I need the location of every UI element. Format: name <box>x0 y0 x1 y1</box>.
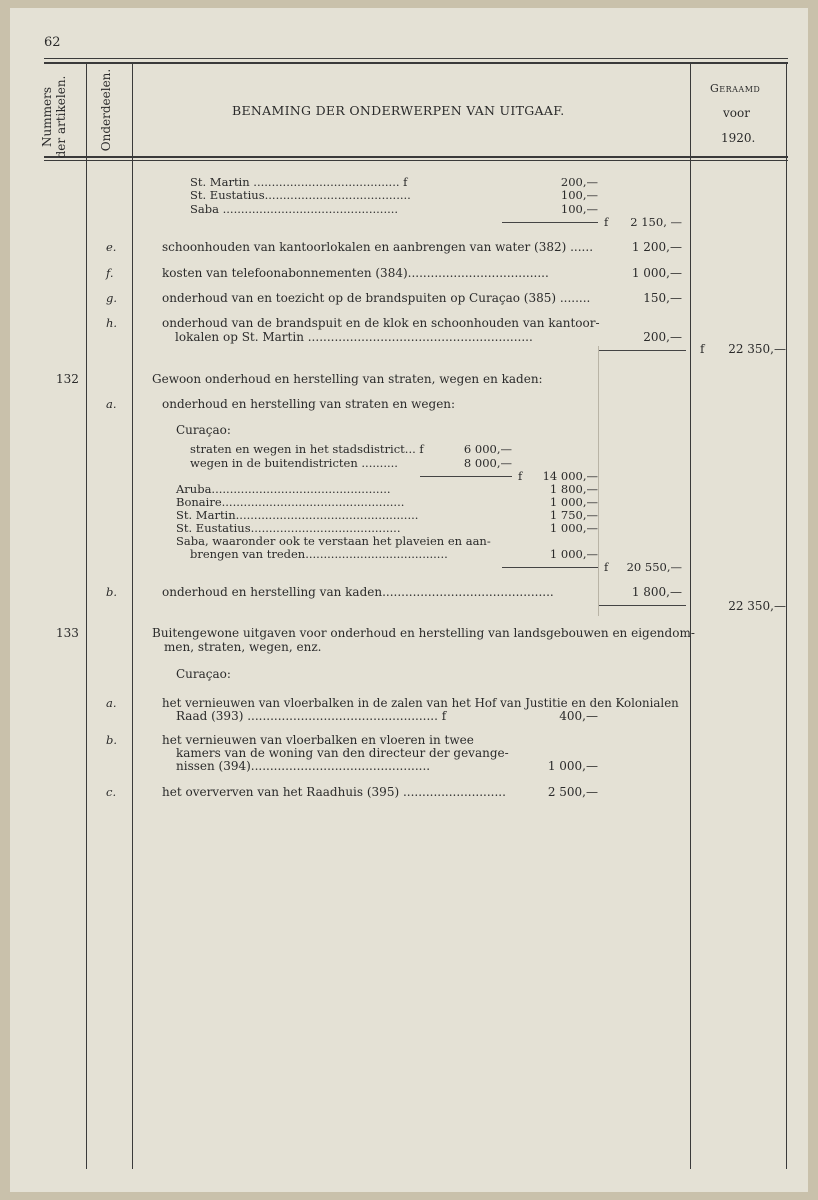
sum-line <box>598 605 686 606</box>
total-132: 22 350,— <box>728 599 786 613</box>
item-a132-text: onderhoud en herstelling van straten en wegen: <box>162 397 456 411</box>
header-year: 1920. <box>721 131 756 145</box>
ledger-page <box>10 8 808 1192</box>
header-rule-thin <box>44 160 788 161</box>
row-saba-amount: 100,— <box>560 202 598 216</box>
subtotal-a: 2 150, — <box>630 215 682 229</box>
item-e-text: schoonhouden van kantoorlokalen en aanbrengen van water (382) ...... <box>162 240 594 254</box>
currency-f: f <box>700 342 705 356</box>
item-c133-amount: 2 500,— <box>547 785 598 799</box>
currency-f: f <box>518 469 523 483</box>
currency-f: f <box>604 560 609 574</box>
header-rule <box>44 156 788 158</box>
item-letter-h: h. <box>106 316 118 330</box>
col-rule-4 <box>786 64 787 1169</box>
col-rule-2 <box>132 64 133 1169</box>
curacao-label: Curaçao: <box>176 667 231 681</box>
item-c133-text: het oververven van het Raadhuis (395) ........................... <box>162 785 506 799</box>
row-steustatius2-amount: 1 000,— <box>549 521 598 535</box>
row-buiten-amount: 8 000,— <box>463 456 512 470</box>
total-131: 22 350,— <box>728 342 786 356</box>
item-letter-b: b. <box>106 585 118 599</box>
col-rule-3 <box>690 64 691 1169</box>
row-saba2-text-2: brengen van treden....................................... <box>190 547 448 561</box>
item-a133-text-1: het vernieuwen van vloerbalken in de zalen van het Hof van Justitie en den Kolonialen <box>162 696 679 710</box>
item-h-text-1: onderhoud van de brandspuit en de klok en schoonhouden van kantoor- <box>162 316 600 330</box>
curacao-label: Curaçao: <box>176 423 231 437</box>
row-steustatius2-label: St. Eustatius......................................... <box>176 521 401 535</box>
top-rule-thick <box>44 62 788 64</box>
article-132-title: Gewoon onderhoud en herstelling van straten, wegen en kaden: <box>152 372 543 386</box>
row-stmartin-amount: 200,— <box>560 175 598 189</box>
item-letter-a: a. <box>106 397 117 411</box>
item-letter-c: c. <box>106 785 117 799</box>
header-onderdeelen: Onderdeelen. <box>99 68 113 152</box>
item-a133-amount: 400,— <box>559 709 598 723</box>
row-stmartin-label: St. Martin ........................................ f <box>190 175 408 189</box>
item-letter-g: g. <box>106 291 118 305</box>
item-letter-b: b. <box>106 733 118 747</box>
item-b133-text-2: kamers van de woning van den directeur der gevange- <box>176 746 509 760</box>
article-number-132: 132 <box>56 372 79 386</box>
header-geraamd: Geraamd <box>710 82 761 95</box>
header-title: BENAMING DER ONDERWERPEN VAN UITGAAF. <box>232 103 565 118</box>
item-h-amount: 200,— <box>643 330 682 344</box>
item-letter-e: e. <box>106 240 117 254</box>
article-133-title-2: men, straten, wegen, enz. <box>164 640 322 654</box>
row-stad-amount: 6 000,— <box>463 442 512 456</box>
article-number-133: 133 <box>56 626 79 640</box>
item-b132-amount: 1 800,— <box>631 585 682 599</box>
top-rule <box>44 58 788 59</box>
row-saba2-text-1: Saba, waaronder ook te verstaan het plaveien en aan- <box>176 534 491 548</box>
curacao-subtotal: 14 000,— <box>542 469 598 483</box>
row-stmartin2-amount: 1 750,— <box>549 508 598 522</box>
col-rule-1 <box>86 64 87 1169</box>
amount-guide-line <box>598 346 599 616</box>
row-steustatius-label: St. Eustatius........................................ <box>190 188 411 202</box>
item-b132-text: onderhoud en herstelling van kaden............................................. <box>162 585 554 599</box>
item-f-text: kosten van telefoonabonnementen (384)..................................... <box>162 266 549 280</box>
page-number: 62 <box>44 35 61 50</box>
header-voor: voor <box>723 106 750 120</box>
sum-line <box>502 222 598 223</box>
row-aruba-amount: 1 800,— <box>549 482 598 496</box>
row-bonaire-label: Bonaire.................................................. <box>176 495 405 509</box>
item-b133-text-1: het vernieuwen van vloerbalken en vloeren in twee <box>162 733 474 747</box>
subtotal-a132: 20 550,— <box>626 560 682 574</box>
header-nummers: Nummers der artikelen. <box>40 75 68 159</box>
row-bonaire-amount: 1 000,— <box>549 495 598 509</box>
row-stmartin2-label: St. Martin.................................................. <box>176 508 419 522</box>
row-aruba-label: Aruba................................................. <box>176 482 391 496</box>
row-steustatius-amount: 100,— <box>560 188 598 202</box>
item-b133-amount: 1 000,— <box>547 759 598 773</box>
item-letter-a: a. <box>106 696 117 710</box>
currency-f: f <box>604 215 609 229</box>
item-f-amount: 1 000,— <box>631 266 682 280</box>
sum-line <box>420 476 512 477</box>
article-133-title-1: Buitengewone uitgaven voor onderhoud en herstelling van landsgebouwen en eigendom- <box>152 626 695 640</box>
sum-line <box>598 350 686 351</box>
row-stad-label: straten en wegen in het stadsdistrict... f <box>190 442 424 456</box>
row-saba-label: Saba ................................................ <box>190 202 399 216</box>
item-letter-f: f. <box>106 266 114 280</box>
item-g-amount: 150,— <box>643 291 682 305</box>
sum-line <box>502 567 598 568</box>
item-h-text-2: lokalen op St. Martin ........................................................... <box>175 330 533 344</box>
row-buiten-label: wegen in de buitendistricten .......... <box>190 456 398 470</box>
item-e-amount: 1 200,— <box>631 240 682 254</box>
item-b133-text-3: nissen (394)............................................... <box>176 759 431 773</box>
row-saba2-amount: 1 000,— <box>549 547 598 561</box>
item-g-text: onderhoud van en toezicht op de brandspuiten op Curaçao (385) ........ <box>162 291 591 305</box>
item-a133-text-2: Raad (393) .................................................. f <box>176 709 447 723</box>
